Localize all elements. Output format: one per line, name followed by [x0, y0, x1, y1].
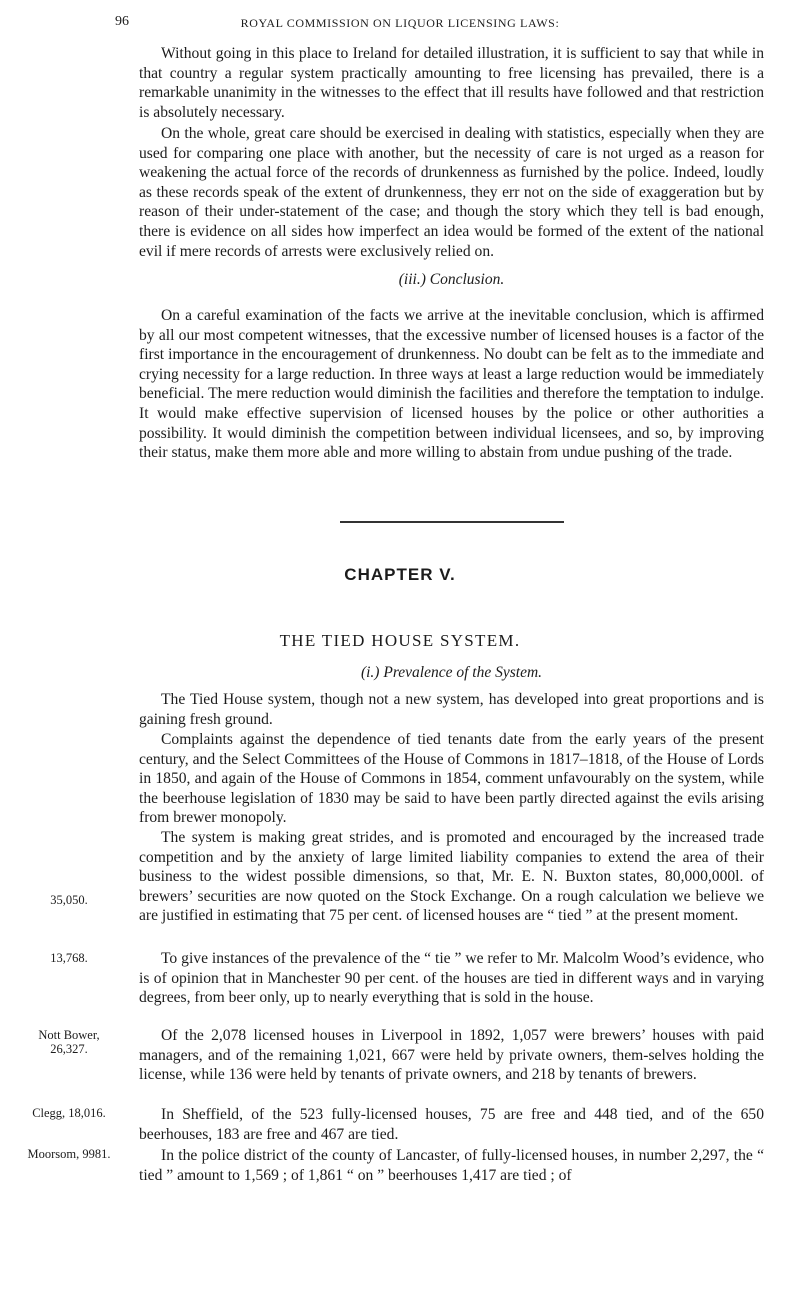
margin-note-evidence: Clegg, 18,016.: [32, 1106, 106, 1120]
paragraph: On a careful examination of the facts we arrive at the inevitable conclusion, which is affirmed by all our most competent witnesses, that the excessive number of licensed houses is a factor of the first importance in the encouragement of drunkenness. No doubt can be felt as to the immediate and crying necessity for a large reduction. In three ways at least a large reduction would be immediately beneficial. The mere reduction would diminish the facilities and therefore the temptation to indulge. It would make effective supervision of licensed houses by the police or other authorities a possibility. It would diminish the competition between individual licensees, and so, by improving their status, make them more able and more willing to abstain from undue pushing of the trade.: [139, 307, 764, 462]
margin-note-evidence: Moorsom, 9981.: [27, 1147, 111, 1161]
page-number: 96: [115, 14, 129, 29]
section-subheading-prevalence: (i.) Prevalence of the System.: [360, 664, 543, 681]
page-header: [0, 8, 800, 38]
section-subheading-conclusion: (iii.) Conclusion.: [398, 271, 505, 288]
paragraph-statistics: [139, 124, 764, 261]
paragraph: In Sheffield, of the 523 fully-licensed houses, 75 are free and 448 tied, and of the 650 beerhouses, 183 are free and 467 are tied.: [139, 1106, 764, 1143]
paragraph: Complaints against the dependence of tied tenants date from the early years of the present century, and the Select Committees of the House of Commons in 1817–1818, of the House of Lords in 1850, and again of the House of Commons in 1854, comment unfavourably on the system, while the beerhouse legislation of 1830 may be said to have been partly directed against the evils arising from brewer monopoly.: [139, 731, 764, 827]
paragraph: In the police district of the county of Lancaster, of fully-licensed houses, in number 2,297, the “ tied ” amount to 1,569 ; of 1,861 “ on ” beerhouses 1,417 are tied ; of: [139, 1147, 764, 1184]
paragraph-conclusion: [139, 306, 764, 463]
paragraph: To give instances of the prevalence of the “ tie ” we refer to Mr. Malcolm Wood’s evidence, who is of opinion that in Manchester 90 per cent. of the houses are tied in different ways and in varying degrees, from beer only, up to nearly everything that is sold in the house.: [139, 950, 764, 1007]
margin-note-evidence: Nott Bower, 26,327.: [38, 1028, 100, 1056]
paragraph-complaints: [139, 730, 764, 828]
margin-note-evidence: 35,050.: [50, 893, 88, 907]
paragraph: The Tied House system, though not a new system, has developed into great proportions and is gaining fresh ground.: [139, 691, 764, 728]
paragraph-tied-house-intro: [139, 690, 764, 729]
chapter-heading: CHAPTER V.: [344, 565, 456, 584]
paragraph-ireland: [139, 44, 764, 122]
paragraph-system-strides: [139, 828, 764, 926]
paragraph-sheffield: [139, 1105, 764, 1144]
paragraph: Without going in this place to Ireland for detailed illustration, it is sufficient to say that while in that country a regular system practically amounting to free licensing has prevailed, there is a remarkable unanimity in the witnesses to the effect that ill results have followed and that restriction is absolutely necessary.: [139, 45, 764, 121]
margin-note-evidence: 13,768.: [50, 951, 88, 965]
running-title: ROYAL COMMISSION ON LIQUOR LICENSING LAWS:: [240, 16, 560, 30]
paragraph: The system is making great strides, and is promoted and encouraged by the increased trade competition and by the anxiety of large limited liability companies to extend the area of their business to the widest possible dimensions, so that, Mr. E. N. Buxton states, 80,000,000l. of brewers’ securities are now quoted on the Stock Exchange. On a rough calculation we believe we are justified in estimating that 75 per cent. of licensed houses are “ tied ” at the present moment.: [139, 829, 764, 925]
paragraph: On the whole, great care should be exercised in dealing with statistics, especially when they are used for comparing one place with another, but the necessity of care is not urged as a reason for weakening the actual force of the records of drunkenness as furnished by the police. Indeed, loudly as these records speak of the extent of drunkenness, they err not on the side of exaggeration but by reason of their under-statement of the case; and though the story which they tell is bad enough, there is evidence on all sides how imperfect an idea would be formed of the extent of the national evil if mere records of arrests were exclusively relied on.: [139, 125, 764, 260]
paragraph-lancaster: [139, 1146, 764, 1185]
chapter-title: THE TIED HOUSE SYSTEM.: [279, 631, 521, 650]
section-divider: [340, 521, 564, 523]
paragraph: Of the 2,078 licensed houses in Liverpool in 1892, 1,057 were brewers’ houses with paid managers, and of the remaining 1,021, 667 were held by private owners, them-selves holding the license, while 136 were held by tenants of private owners, and 218 by tenants of brewers.: [139, 1027, 764, 1084]
paragraph-liverpool: [139, 1026, 764, 1085]
paragraph-manchester: [139, 949, 764, 1008]
